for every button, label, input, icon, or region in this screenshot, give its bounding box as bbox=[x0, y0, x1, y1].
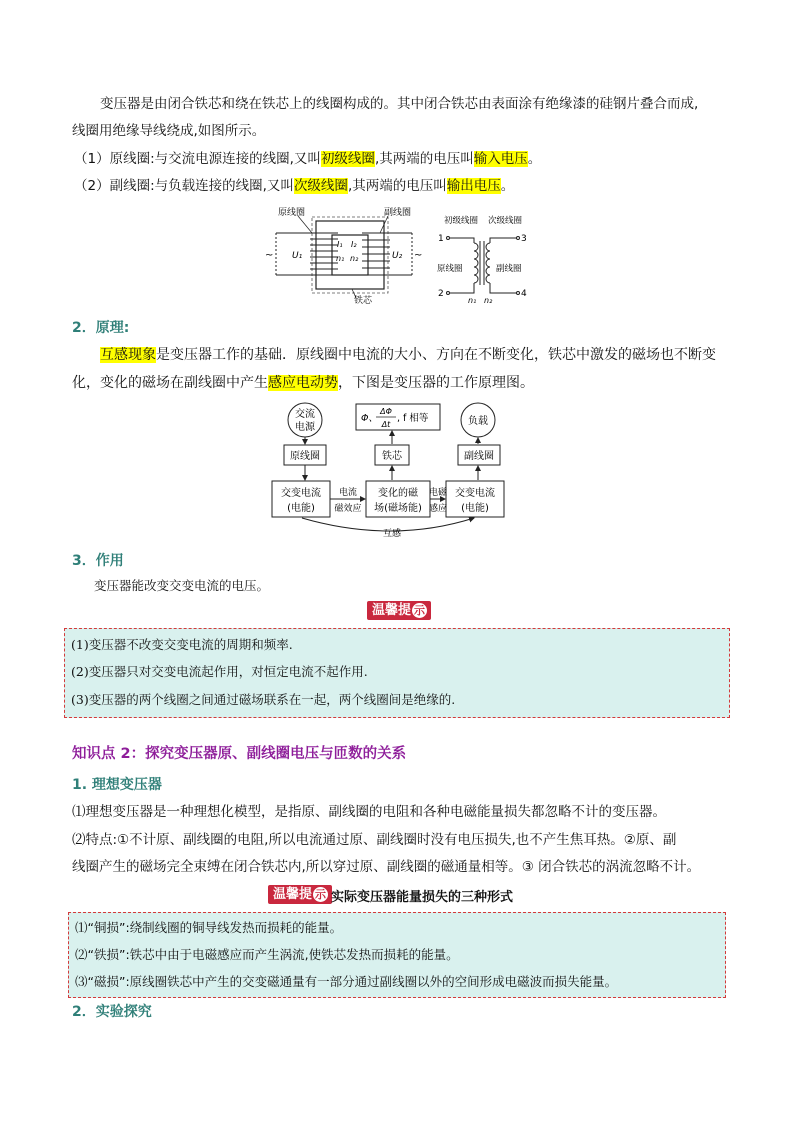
ideal-transformer-p1: ⑴理想变压器是一种理想化模型，是指原、副线圈的电阻和各种电磁能量损失都忽略不计的变压器。 bbox=[72, 804, 666, 820]
tip1-badge-circle: 示 bbox=[414, 604, 426, 617]
intro-line-1: 变压器是由闭合铁芯和绕在铁芯上的线圈构成的。其中闭合铁芯由表面涂有绝缘漆的硅钢片叠合而成, bbox=[100, 96, 699, 112]
highlight-induced-emf: 感应电动势 bbox=[268, 375, 338, 391]
section-2-text-2a: 化，变化的磁场在副线圈中产生 bbox=[72, 375, 268, 391]
flow-source-l1: 交流 bbox=[295, 409, 315, 420]
fig1-n1: n₁ bbox=[336, 254, 345, 263]
fig1-i1: I₁ bbox=[337, 240, 343, 249]
fig2-terminal-2: 2 bbox=[438, 289, 444, 299]
item2-text-c: 。 bbox=[500, 178, 515, 194]
flow-source-l2: 电源 bbox=[295, 422, 315, 433]
flow-field-l2: 场(磁场能) bbox=[374, 503, 422, 514]
primary-coil bbox=[310, 233, 338, 275]
fig1-label-core: 铁芯 bbox=[354, 296, 373, 305]
secondary-coil bbox=[362, 233, 390, 275]
fig1-u2: U₂ bbox=[392, 251, 403, 261]
fig2-terminal-3: 3 bbox=[521, 234, 527, 244]
flow-equal-phi: Φ、 bbox=[361, 413, 378, 424]
flow-ac-left-l2: (电能) bbox=[287, 503, 315, 514]
highlight-secondary-level-coil: 次级线圈 bbox=[293, 178, 348, 194]
tip1-item-2: (2)变压器只对交变电流起作用，对恒定电流不起作用. bbox=[71, 664, 368, 679]
flow-arrow1-bottom: 磁效应 bbox=[334, 504, 362, 514]
highlight-output-voltage: 输出电压 bbox=[446, 178, 501, 194]
highlight-input-voltage: 输入电压 bbox=[473, 151, 528, 167]
section-2-heading: 2．原理: bbox=[72, 320, 130, 336]
fig2-secondary-level: 次级线圈 bbox=[488, 216, 523, 226]
flow-primary: 原线圈 bbox=[290, 451, 320, 462]
highlight-mutual-induction: 互感现象 bbox=[100, 347, 156, 363]
flow-arrow1-top: 电流 bbox=[338, 488, 358, 498]
flow-core: 铁芯 bbox=[382, 451, 402, 462]
tip2-badge-circle: 示 bbox=[315, 888, 327, 901]
fig1-n2: n₂ bbox=[350, 254, 359, 263]
fig1-u1: U₁ bbox=[292, 251, 303, 261]
flow-equal-tail: , f 相等 bbox=[397, 413, 429, 424]
flow-ac-left-l1: 交变电流 bbox=[281, 488, 321, 499]
flow-arrow2-top: 电磁 bbox=[428, 488, 448, 498]
tip1-badge bbox=[367, 601, 431, 620]
fig2-primary-level: 初级线圈 bbox=[444, 216, 479, 226]
flow-mutual: 互感 bbox=[382, 529, 402, 539]
tip1-item-1: (1)变压器不改变交变电流的周期和频率. bbox=[71, 637, 293, 652]
tip2-item-1: ⑴“铜损”:绕制线圈的铜导线发热而损耗的能量。 bbox=[75, 920, 343, 935]
intro-line-2: 线圈用绝缘导线绕成,如图所示。 bbox=[72, 123, 266, 139]
fig2-n1: n₁ bbox=[468, 296, 477, 305]
transformer-symbol-diagram bbox=[434, 213, 534, 305]
tip2-badge bbox=[268, 885, 332, 904]
ideal-transformer-heading: 1. 理想变压器 bbox=[72, 777, 162, 793]
fig1-label-secondary: 副线圈 bbox=[384, 208, 412, 218]
fig1-ac-left: ~ bbox=[265, 250, 274, 261]
item1-text-b: ,其两端的电压叫 bbox=[374, 151, 474, 167]
section-2-text-1: 是变压器工作的基础．原线圈中电流的大小、方向在不断变化，铁芯中激发的磁场也不断变 bbox=[156, 347, 716, 363]
tip2-badge-main: 温馨提 bbox=[273, 887, 313, 902]
fig2-primary: 原线圈 bbox=[437, 264, 463, 274]
transformer-structure-diagram bbox=[262, 203, 422, 305]
intro-item-1 bbox=[74, 149, 541, 169]
flow-field-l1: 变化的磁 bbox=[378, 488, 418, 499]
ideal-transformer-p2-line1: ⑵特点:①不计原、副线圈的电阻,所以电流通过原、副线圈时没有电压损失,也不产生焦耳热。②原、副 bbox=[72, 832, 677, 848]
intro-item-2 bbox=[74, 176, 514, 196]
flow-load: 负载 bbox=[468, 416, 488, 427]
flow-ac-right-l1: 交变电流 bbox=[455, 488, 495, 499]
tip1-item-3: (3)变压器的两个线圈之间通过磁场联系在一起，两个线圈间是绝缘的. bbox=[71, 692, 456, 707]
fig1-ac-right: ~ bbox=[414, 250, 422, 261]
ideal-transformer-p2-line2: 线圈产生的磁场完全束缚在闭合铁芯内,所以穿过原、副线圈的磁通量相等。③ 闭合铁芯的涡流忽略不计。 bbox=[72, 859, 701, 875]
section-2-line-2 bbox=[72, 373, 534, 393]
flow-secondary: 副线圈 bbox=[464, 451, 494, 462]
tip1-box bbox=[64, 628, 730, 718]
tip2-item-2: ⑵“铁损”:铁芯中由于电磁感应而产生涡流,使铁芯发热而损耗的能量。 bbox=[75, 947, 459, 962]
fig2-secondary: 副线圈 bbox=[496, 264, 522, 274]
tip2-title: 实际变压器能量损失的三种形式 bbox=[331, 890, 514, 905]
working-principle-flowchart bbox=[262, 399, 530, 539]
section-3-text: 变压器能改变交变电流的电压。 bbox=[94, 578, 270, 593]
section-3-heading: 3．作用 bbox=[72, 553, 124, 569]
item1-text-a: （1）原线圈:与交流电源连接的线圈,又叫 bbox=[74, 151, 321, 167]
flow-arrow2-bottom: 感应 bbox=[428, 504, 448, 514]
highlight-primary-level-coil: 初级线圈 bbox=[320, 151, 375, 167]
experiment-heading: 2．实验探究 bbox=[72, 1004, 152, 1020]
tip2-item-3: ⑶“磁损”:原线圈铁芯中产生的交变磁通量有一部分通过副线圈以外的空间形成电磁波而损失能量。 bbox=[75, 974, 618, 989]
flow-equal-den: Δt bbox=[381, 420, 391, 429]
fig1-label-primary: 原线圈 bbox=[278, 208, 306, 218]
fig2-n2: n₂ bbox=[484, 296, 493, 305]
tip1-badge-main: 温馨提 bbox=[372, 603, 412, 618]
knowledge-2-heading: 知识点 2：探究变压器原、副线圈电压与匝数的关系 bbox=[72, 746, 407, 762]
tip2-box bbox=[68, 912, 726, 998]
item2-text-b: ,其两端的电压叫 bbox=[347, 178, 447, 194]
flow-equal-num: ΔΦ bbox=[380, 407, 392, 416]
item2-text-a: （2）副线圈:与负载连接的线圈,又叫 bbox=[74, 178, 294, 194]
section-2-text-2b: ，下图是变压器的工作原理图。 bbox=[338, 375, 534, 391]
flow-ac-right-l2: (电能) bbox=[461, 503, 489, 514]
fig1-i2: I₂ bbox=[351, 240, 357, 249]
section-2-line-1 bbox=[100, 345, 716, 365]
fig2-terminal-1: 1 bbox=[438, 234, 444, 244]
fig2-terminal-4: 4 bbox=[521, 289, 527, 299]
item1-text-c: 。 bbox=[527, 151, 542, 167]
